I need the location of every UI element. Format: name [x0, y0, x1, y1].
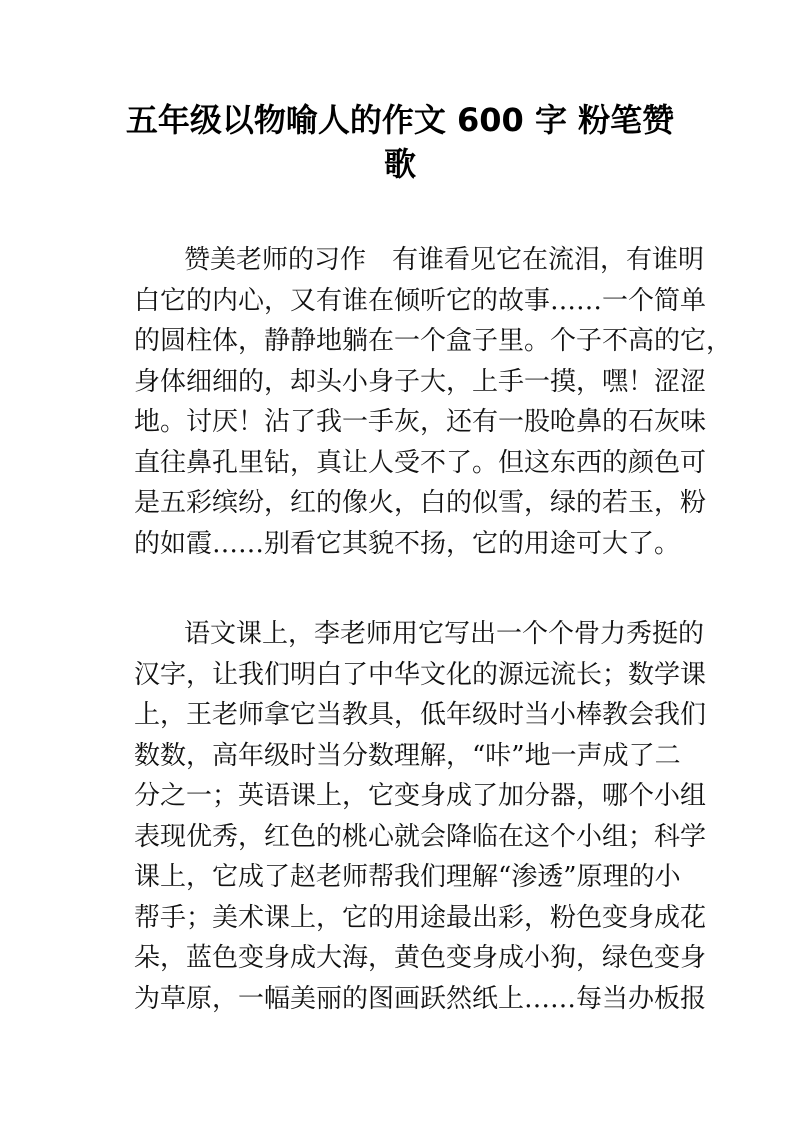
- text-line: 是五彩缤纷，红的像火，白的似雪，绿的若玉，粉: [134, 488, 707, 518]
- text-line: 身体细细的，却头小身子大，上手一摸，嘿！涩涩: [134, 366, 707, 397]
- document-title: [120, 98, 680, 186]
- text-line: 朵，蓝色变身成大海，黄色变身成小狗，绿色变身: [134, 943, 707, 973]
- text-line: 赞美老师的习作 有谁看见它在流泪，有谁明: [184, 245, 705, 275]
- text-line: 汉字，让我们明白了中华文化的源远流长；数学课: [134, 659, 707, 690]
- paragraph-classes: [134, 614, 707, 1019]
- text-line: 表现优秀，红色的桃心就会降临在这个小组；科学: [134, 821, 707, 852]
- text-line: 的圆柱体，静静地躺在一个盒子里。个子不高的它，: [134, 326, 733, 356]
- title-line: 五年级以物喻人的作文 600 字 粉笔赞: [125, 101, 675, 139]
- text-line: 帮手；美术课上，它的用途最出彩，粉色变身成花: [134, 902, 707, 933]
- text-line: 的如霞……别看它其貌不扬，它的用途可大了。: [134, 528, 681, 559]
- text-line: 白它的内心，又有谁在倾听它的故事……一个简单: [134, 285, 707, 316]
- text-line: 数数，高年级时当分数理解，“咔”地一声成了二: [134, 740, 681, 771]
- text-line: 直往鼻孔里钻，真让人受不了。但这东西的颜色可: [134, 447, 707, 478]
- text-line: 上，王老师拿它当教具，低年级时当小棒教会我们: [134, 700, 707, 730]
- title-line: 歌: [383, 145, 416, 183]
- text-line: 地。讨厌！沾了我一手灰，还有一股呛鼻的石灰味: [134, 407, 707, 437]
- text-line: 课上，它成了赵老师帮我们理解“渗透”原理的小: [134, 862, 681, 892]
- text-line: 语文课上，李老师用它写出一个个骨力秀挺的: [184, 619, 705, 649]
- paragraph-intro: [134, 240, 733, 564]
- text-line: 为草原，一幅美丽的图画跃然纸上……每当办板报: [134, 983, 707, 1014]
- text-line: 分之一；英语课上，它变身成了加分器，哪个小组: [134, 781, 707, 811]
